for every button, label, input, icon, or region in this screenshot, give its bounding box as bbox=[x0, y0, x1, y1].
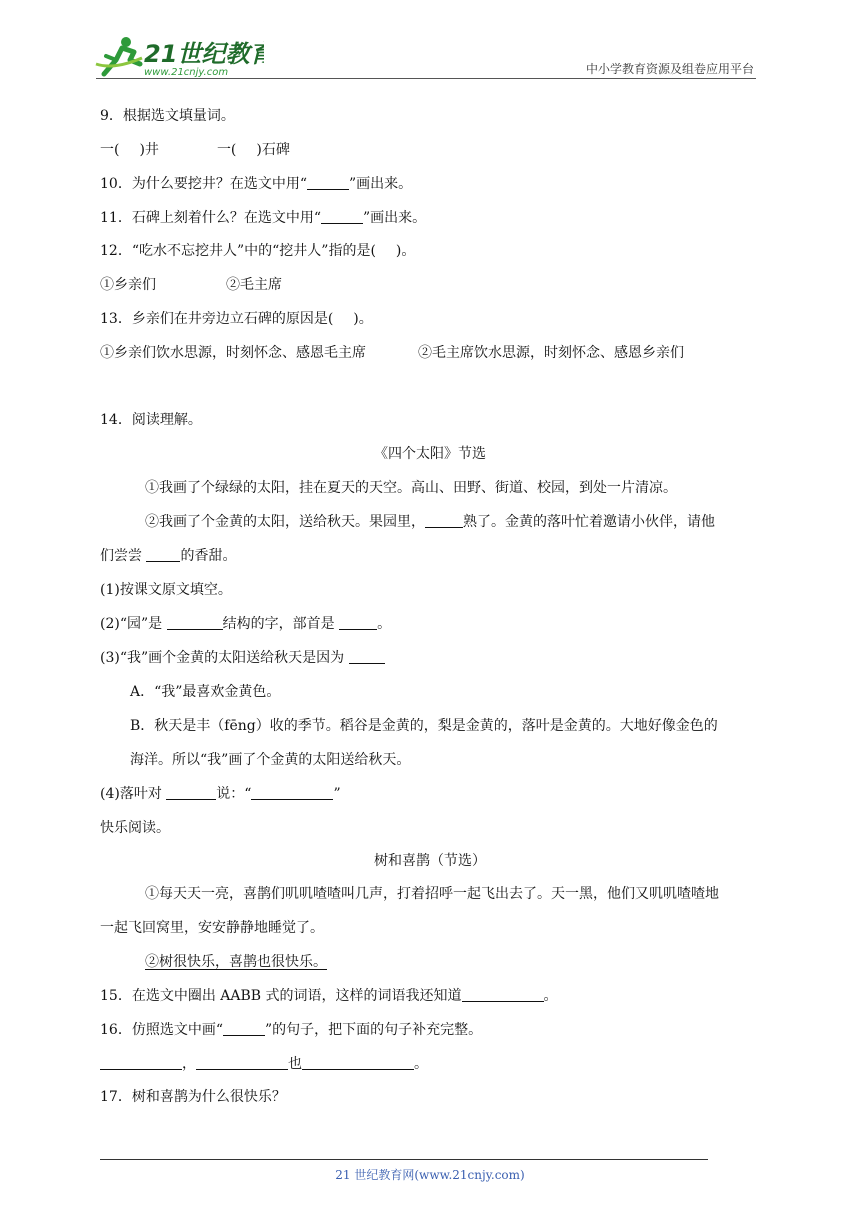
site-logo bbox=[94, 34, 264, 80]
question-13: 13．乡亲们在井旁边立石碑的原因是( )。 bbox=[100, 311, 373, 327]
question-12-options: ①乡亲们 ②毛主席 bbox=[100, 277, 282, 293]
reading-intro: 快乐阅读。 bbox=[100, 820, 170, 836]
question-11: 11．石碑上刻着什么？在选文中用“ ”画出来。 bbox=[100, 210, 427, 226]
passage2-para-2: ②树很快乐，喜鹊也很快乐。 bbox=[145, 954, 327, 970]
question-13-options: ①乡亲们饮水思源，时刻怀念、感恩毛主席 ②毛主席饮水思源，时刻怀念、感恩乡亲们 bbox=[100, 345, 684, 361]
footer-text: 21 世纪教育网(www.21cnjy.com) bbox=[335, 1168, 525, 1182]
question-16-blanks: ， 也 。 bbox=[100, 1054, 428, 1074]
question-17: 17．树和喜鹊为什么很快乐？ bbox=[100, 1089, 286, 1105]
sub-question-4: (4)落叶对 说：“ ” bbox=[100, 786, 341, 802]
question-12: 12．“吃水不忘挖井人”中的“挖井人”指的是( )。 bbox=[100, 243, 416, 259]
sub-question-3: (3)“我”画个金黄的太阳送给秋天是因为 bbox=[100, 648, 385, 668]
sub-question-1: (1)按课文原文填空。 bbox=[100, 582, 232, 598]
header-divider bbox=[96, 78, 756, 79]
runner-icon bbox=[96, 37, 142, 74]
passage-title-tree-magpie: 树和喜鹊（节选） bbox=[374, 853, 486, 869]
question-9: 9．根据选文填量词。 bbox=[100, 108, 235, 124]
question-15: 15．在选文中圈出 AABB 式的词语，这样的词语我还知道 。 bbox=[100, 988, 558, 1004]
svg-text:21世纪教育: 21世纪教育 bbox=[144, 40, 264, 68]
option-b-line-2: 海洋。所以“我”画了个金黄的太阳送给秋天。 bbox=[130, 752, 411, 768]
svg-text:www.21cnjy.com: www.21cnjy.com bbox=[144, 67, 229, 78]
passage2-para-1: ①每天天一亮，喜鹊们叽叽喳喳叫几声，打着招呼一起飞出去了。天一黑，他们又叽叽喳喳地 bbox=[145, 886, 719, 902]
footer-divider bbox=[100, 1159, 708, 1160]
option-a: A．“我”最喜欢金黄色。 bbox=[130, 684, 281, 700]
passage2-para-1-cont: 一起飞回窝里，安安静静地睡觉了。 bbox=[100, 920, 324, 936]
question-16: 16．仿照选文中画“ ”的句子，把下面的句子补充完整。 bbox=[100, 1022, 483, 1038]
passage-para-2-cont: 们尝尝 的香甜。 bbox=[100, 548, 237, 564]
passage-para-1: ①我画了个绿绿的太阳，挂在夏天的天空。高山、田野、街道、校园，到处一片清凉。 bbox=[145, 480, 677, 496]
passage-title-four-suns: 《四个太阳》节选 bbox=[374, 446, 486, 462]
option-b-line-1: B．秋天是丰（fēng）收的季节。稻谷是金黄的，梨是金黄的，落叶是金黄的。大地好像金色的 bbox=[130, 718, 718, 734]
question-9-items: 一( )井 一( )石碑 bbox=[100, 142, 290, 158]
platform-name: 中小学教育资源及组卷应用平台 bbox=[585, 62, 754, 76]
question-14: 14．阅读理解。 bbox=[100, 412, 202, 428]
question-10: 10．为什么要挖井？在选文中用“ ”画出来。 bbox=[100, 176, 413, 192]
passage-para-2: ②我画了个金黄的太阳，送给秋天。果园里， 熟了。金黄的落叶忙着邀请小伙伴，请他 bbox=[145, 514, 715, 530]
sub-question-2: (2)“园”是 结构的字，部首是 。 bbox=[100, 616, 392, 632]
